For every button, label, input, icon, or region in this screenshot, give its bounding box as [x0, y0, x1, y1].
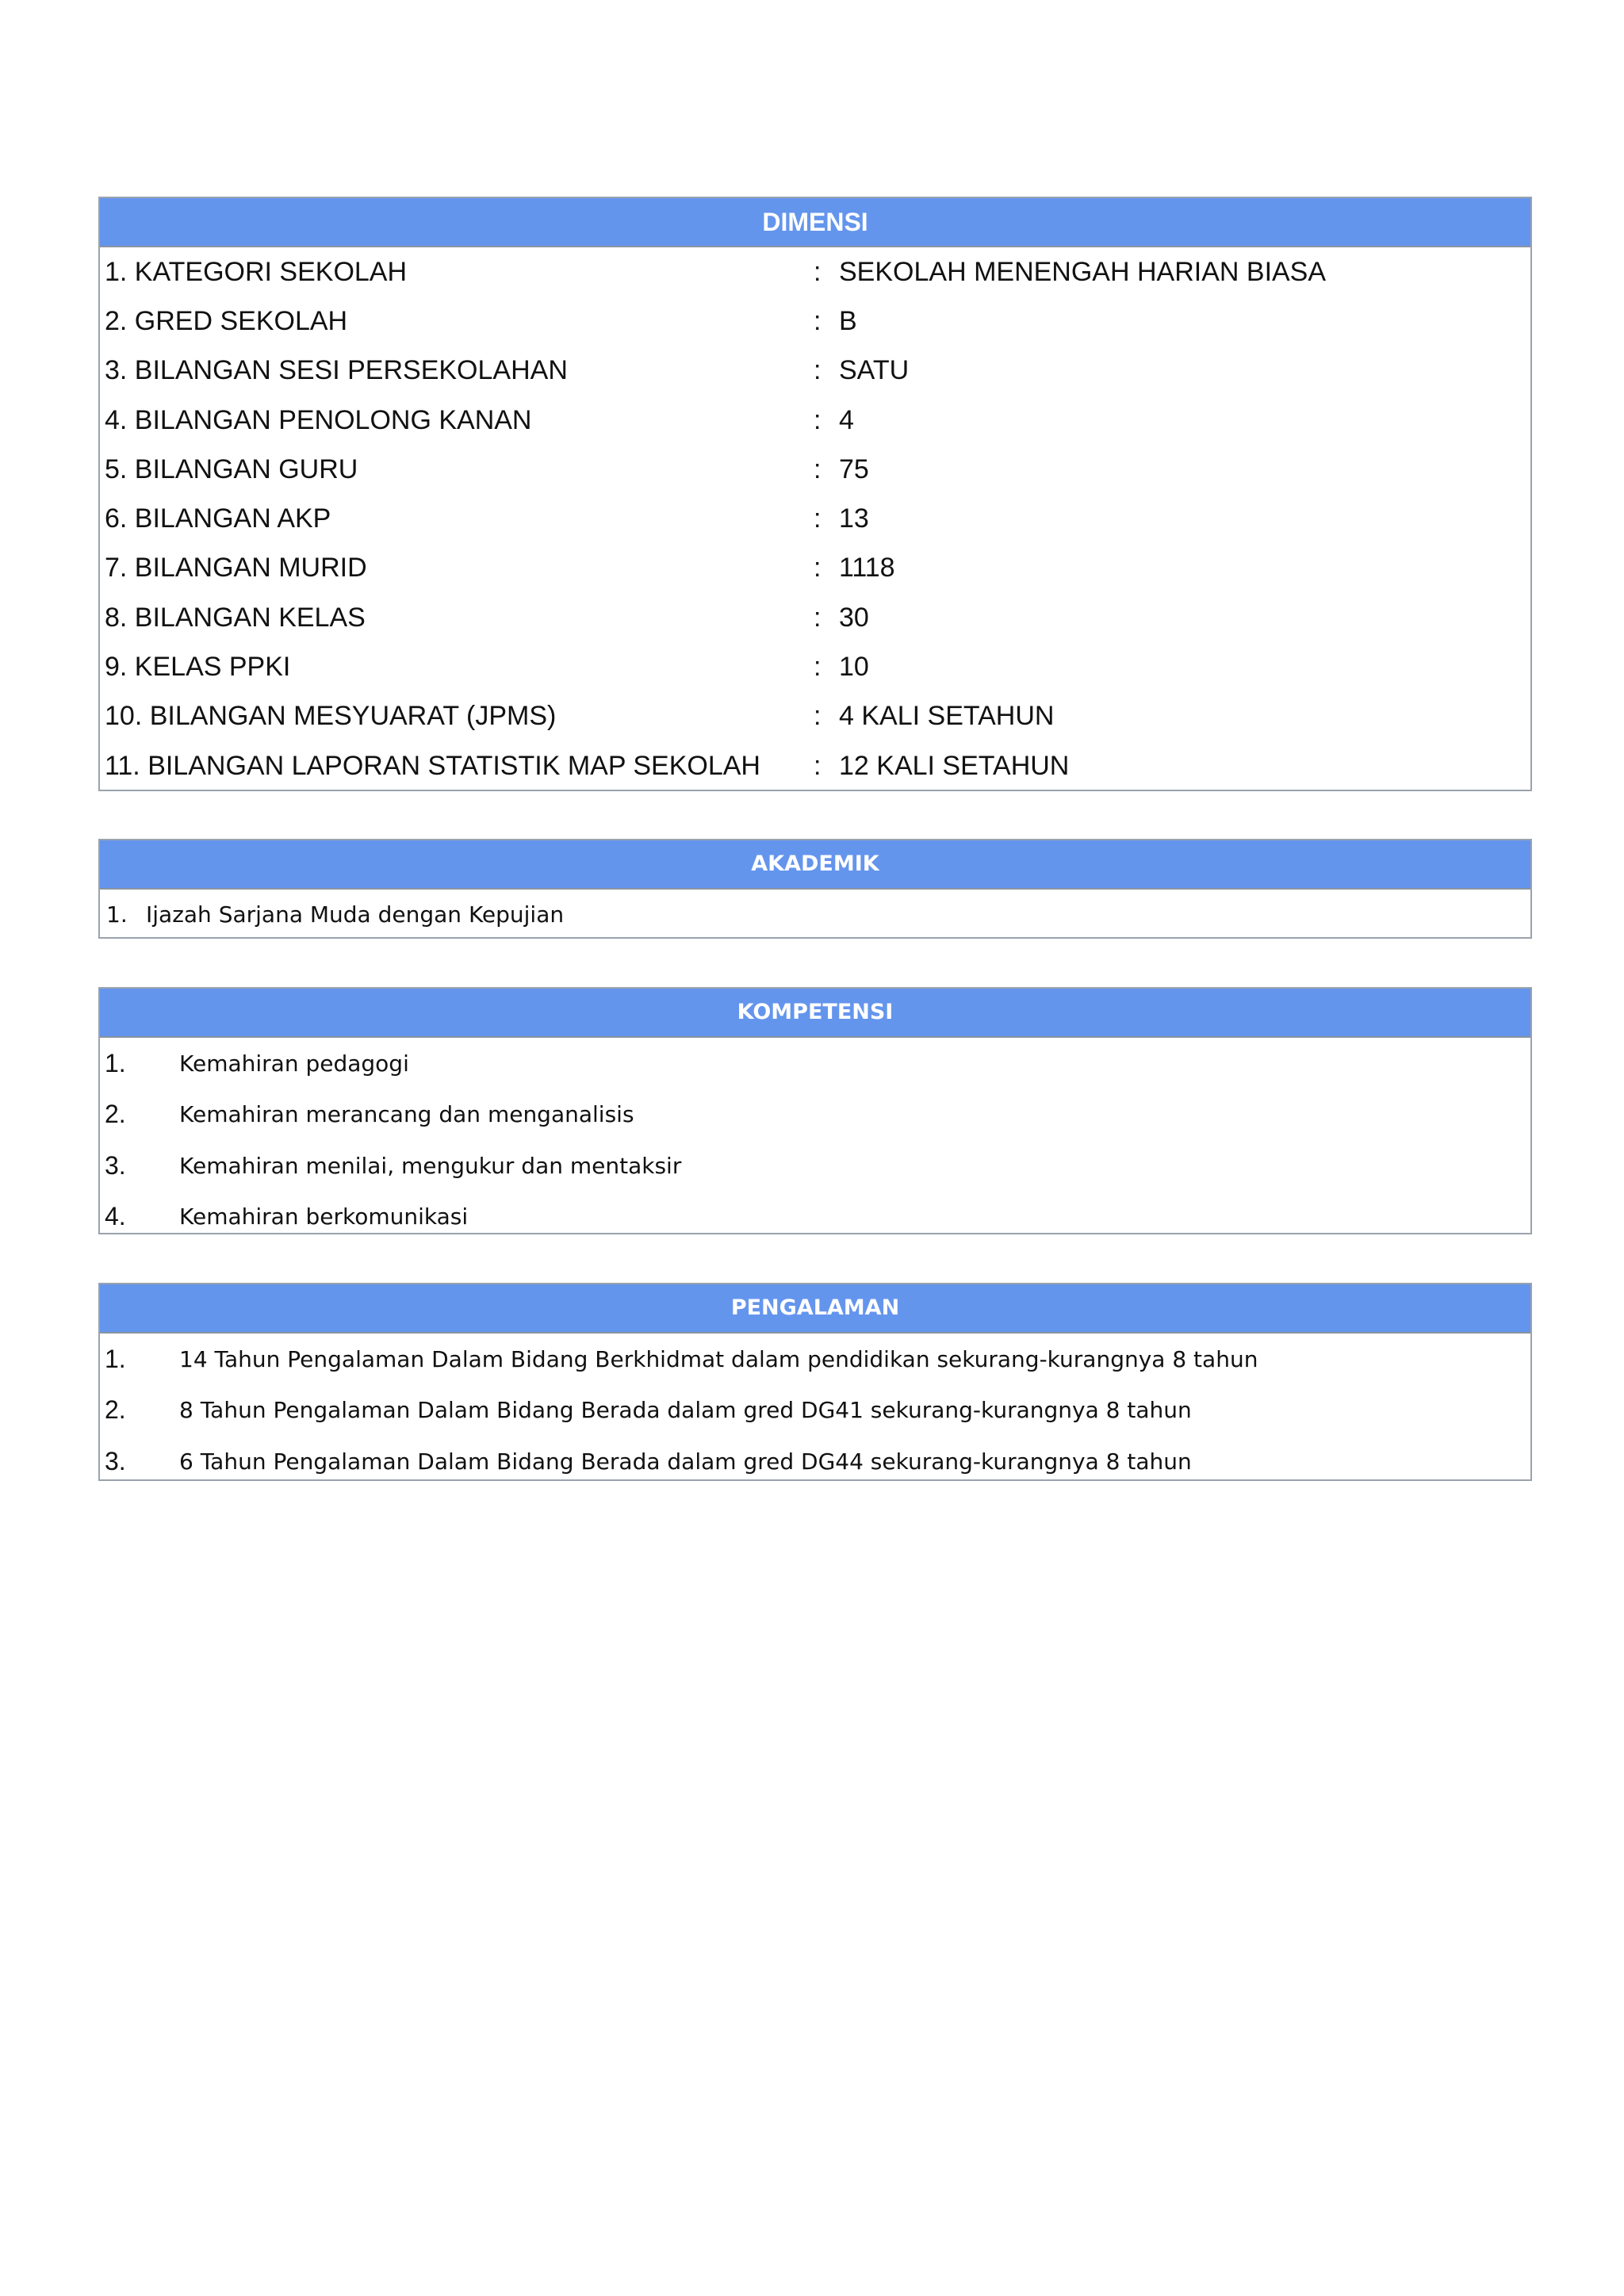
pengalaman-item-number: 3. — [105, 1446, 126, 1475]
dimensi-value: 4 — [839, 404, 854, 435]
dimensi-colon: : — [814, 355, 822, 386]
kompetensi-item-number: 1. — [105, 1048, 126, 1077]
dimensi-colon: : — [814, 553, 822, 584]
akademik-header: AKADEMIK — [100, 840, 1530, 890]
kompetensi-item-text: Kemahiran pedagogi — [179, 1050, 409, 1077]
kompetensi-item-text: Kemahiran berkomunikasi — [179, 1203, 469, 1230]
pengalaman-item-number: 1. — [105, 1344, 126, 1373]
dimensi-value: 1118 — [839, 553, 895, 584]
dimensi-label: 9. KELAS PPKI — [105, 652, 291, 683]
pengalaman-table — [98, 1283, 1532, 1481]
pengalaman-header: PENGALAMAN — [100, 1284, 1530, 1334]
akademik-item — [100, 890, 1530, 939]
akademik-table — [98, 839, 1532, 939]
dimensi-colon: : — [814, 701, 822, 732]
dimensi-value: SEKOLAH MENENGAH HARIAN BIASA — [839, 256, 1327, 287]
kompetensi-item-text: Kemahiran menilai, mengukur dan mentaksir — [179, 1152, 682, 1179]
kompetensi-header: KOMPETENSI — [100, 989, 1530, 1038]
dimensi-row — [100, 692, 1530, 741]
dimensi-row — [100, 396, 1530, 445]
dimensi-row — [100, 247, 1530, 297]
dimensi-label: 6. BILANGAN AKP — [105, 503, 331, 534]
dimensi-label: 1. KATEGORI SEKOLAH — [105, 256, 408, 287]
pengalaman-item-number: 2. — [105, 1395, 126, 1425]
dimensi-row — [100, 445, 1530, 494]
dimensi-label: 4. BILANGAN PENOLONG KANAN — [105, 404, 532, 435]
akademik-item-number: 1. — [106, 901, 128, 928]
kompetensi-table — [98, 987, 1532, 1234]
dimensi-table — [98, 197, 1532, 791]
dimensi-label: 7. BILANGAN MURID — [105, 553, 367, 584]
dimensi-value: 75 — [839, 453, 869, 484]
dimensi-value: 13 — [839, 503, 869, 534]
dimensi-colon: : — [814, 750, 822, 781]
kompetensi-item-number: 3. — [105, 1150, 126, 1180]
dimensi-label: 5. BILANGAN GURU — [105, 453, 358, 484]
dimensi-label: 2. GRED SEKOLAH — [105, 305, 348, 336]
dimensi-colon: : — [814, 602, 822, 633]
kompetensi-item — [100, 1192, 1530, 1243]
dimensi-header: DIMENSI — [100, 198, 1530, 247]
pengalaman-item-text: 8 Tahun Pengalaman Dalam Bidang Berada dalam gred DG41 sekurang-kurangnya 8 tahun — [179, 1397, 1192, 1424]
pengalaman-item — [100, 1334, 1530, 1385]
dimensi-row — [100, 297, 1530, 346]
dimensi-row — [100, 544, 1530, 593]
dimensi-value: 10 — [839, 652, 869, 683]
dimensi-row — [100, 346, 1530, 396]
dimensi-colon: : — [814, 256, 822, 287]
kompetensi-item — [100, 1089, 1530, 1141]
dimensi-value: SATU — [839, 355, 910, 386]
kompetensi-item-number: 2. — [105, 1100, 126, 1129]
akademik-item-text: Ijazah Sarjana Muda dengan Kepujian — [146, 901, 565, 928]
dimensi-colon: : — [814, 503, 822, 534]
dimensi-label: 11. BILANGAN LAPORAN STATISTIK MAP SEKOLAH — [105, 750, 760, 781]
dimensi-colon: : — [814, 404, 822, 435]
dimensi-value: 4 KALI SETAHUN — [839, 701, 1055, 732]
dimensi-row — [100, 741, 1530, 790]
dimensi-label: 8. BILANGAN KELAS — [105, 602, 366, 633]
pengalaman-item-text: 14 Tahun Pengalaman Dalam Bidang Berkhidmat dalam pendidikan sekurang-kurangnya 8 tahun — [179, 1345, 1258, 1372]
dimensi-colon: : — [814, 652, 822, 683]
dimensi-rows — [100, 247, 1530, 790]
kompetensi-item — [100, 1140, 1530, 1192]
dimensi-value: 12 KALI SETAHUN — [839, 750, 1070, 781]
kompetensi-item-text: Kemahiran merancang dan menganalisis — [179, 1101, 634, 1128]
dimensi-row — [100, 642, 1530, 691]
kompetensi-item — [100, 1038, 1530, 1089]
dimensi-colon: : — [814, 453, 822, 484]
pengalaman-item — [100, 1385, 1530, 1437]
dimensi-row — [100, 593, 1530, 642]
dimensi-value: 30 — [839, 602, 869, 633]
pengalaman-item — [100, 1436, 1530, 1487]
pengalaman-item-text: 6 Tahun Pengalaman Dalam Bidang Berada dalam gred DG44 sekurang-kurangnya 8 tahun — [179, 1448, 1192, 1475]
kompetensi-item-number: 4. — [105, 1202, 126, 1231]
dimensi-label: 10. BILANGAN MESYUARAT (JPMS) — [105, 701, 557, 732]
dimensi-value: B — [839, 305, 857, 336]
dimensi-label: 3. BILANGAN SESI PERSEKOLAHAN — [105, 355, 568, 386]
dimensi-colon: : — [814, 305, 822, 336]
dimensi-row — [100, 494, 1530, 543]
